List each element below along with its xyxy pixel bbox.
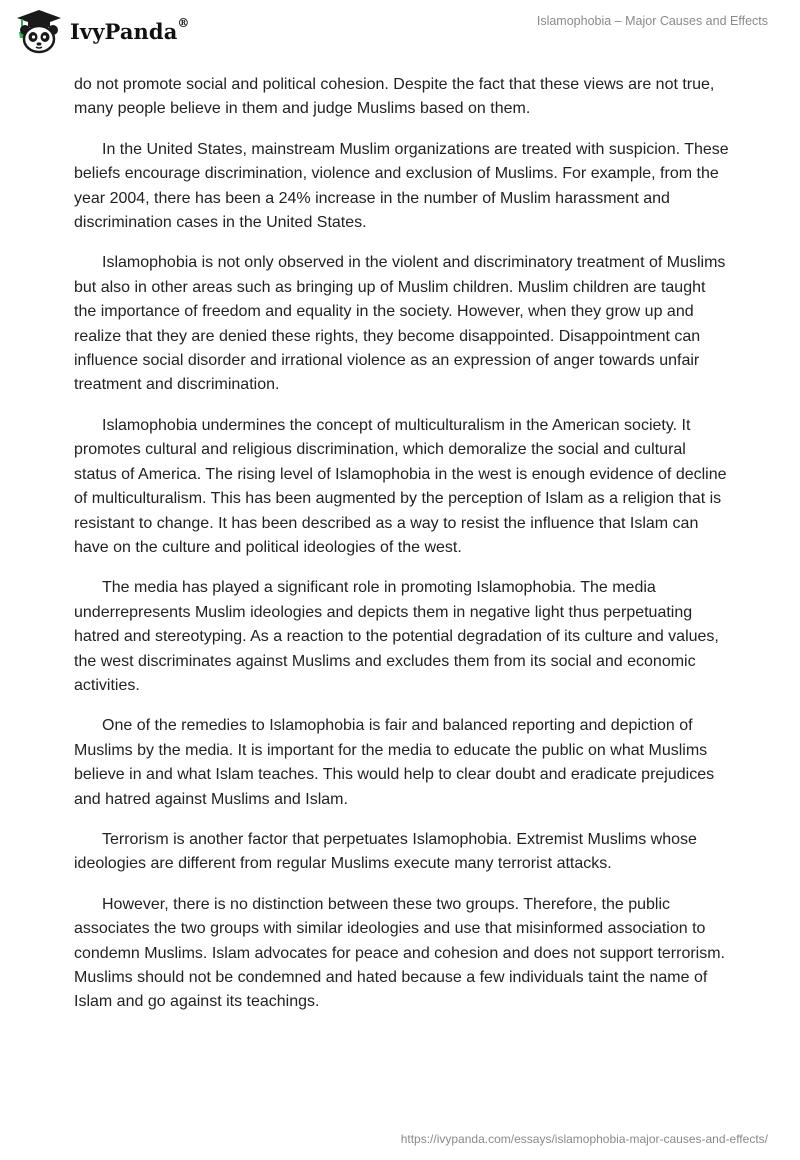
paragraph: Islamophobia undermines the concept of multiculturalism in the American society. It promotes cultural and religious discrimination, which demoralize the social and cultural status of America. The rising level of Islamophobia in the west is enough evidence of decline of multiculturalism. This has been augmented by the perception of Islam as a religion that is resistant to change. It has been described as a way to resist the influence that Islam can have on the culture and political ideologies of the west.: [74, 416, 727, 556]
paragraph: do not promote social and political cohesion. Despite the fact that these views are not true, many people believe in them and judge Muslims based on them.: [74, 76, 715, 118]
page-header: [0, 0, 800, 70]
paragraph: One of the remedies to Islamophobia is fair and balanced reporting and depiction of Muslims by the media. It is important for the media to educate the public on what Muslims believe in and what Islam teaches. This would help to clear doubt and eradicate prejudices and hatred against Muslims and Islam.: [74, 717, 715, 808]
brand-logo[interactable]: [14, 8, 190, 54]
brand-name: IvyPanda®: [70, 15, 190, 44]
paragraph: Terrorism is another factor that perpetuates Islamophobia. Extremist Muslims whose ideologies are different from regular Muslims execute many terrorist attacks.: [74, 830, 697, 873]
paragraph: In the United States, mainstream Muslim organizations are treated with suspicion. These beliefs encourage discrimination, violence and exclusion of Muslims. For example, from the year 2004, there has been a 24% increase in the number of Muslim harassment and discrimination cases in the United States.: [74, 140, 729, 232]
document-title: Islamophobia – Major Causes and Effects: [536, 14, 768, 28]
panda-graduation-cap-icon: [14, 8, 64, 54]
essay-body: [74, 73, 730, 1031]
source-url-link[interactable]: https://ivypanda.com/essays/islamophobia-major-causes-and-effects/: [400, 1132, 768, 1146]
paragraph: Islamophobia is not only observed in the violent and discriminatory treatment of Muslims but also in other areas such as bringing up of Muslim children. Muslim children are taught the importance of freedom and equality in the society. However, when they grow up and realize that they are denied these rights, they become disappointed. Disappointment can influence social disorder and irrational violence as an expression of anger towards unfair treatment and discrimination.: [74, 254, 726, 394]
paragraph: However, there is no distinction between these two groups. Therefore, the public associates the two groups with similar ideologies and use that misinformed association to condemn Muslims. Islam advocates for peace and cohesion and does not support terrorism. Muslims should not be condemned and hated because a few individuals taint the name of Islam and go against its teachings.: [74, 895, 725, 1011]
paragraph: The media has played a significant role in promoting Islamophobia. The media underrepresents Muslim ideologies and depicts them in negative light thus perpetuating hatred and stereotyping. As a reaction to the potential degradation of its culture and values, the west discriminates against Muslims and excludes them from its social and economic activities.: [74, 579, 719, 694]
